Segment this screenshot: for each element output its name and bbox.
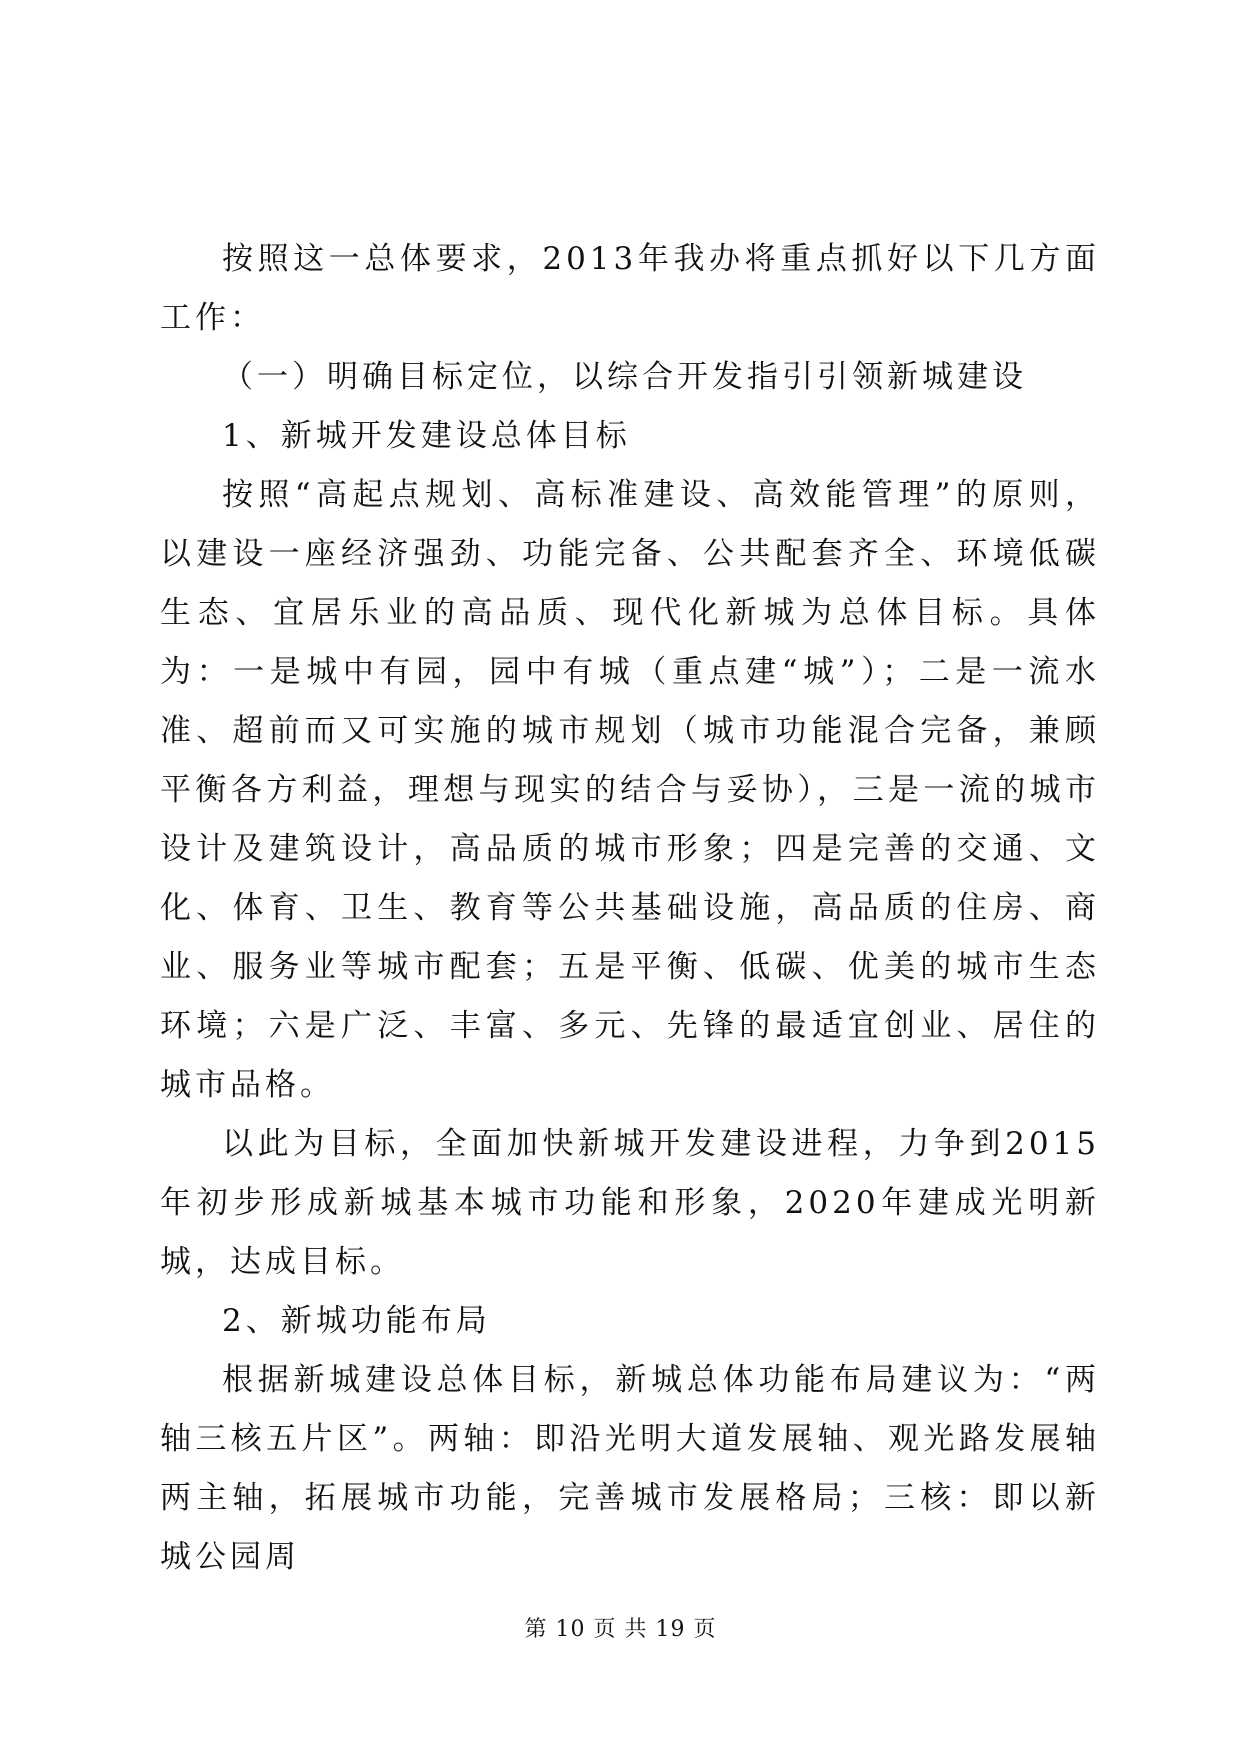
subheading-overall-goal: 1、新城开发建设总体目标 bbox=[222, 418, 631, 454]
paragraph-goal-details: 按照“高起点规划、高标准建设、高效能管理”的原则，以建设一座经济强劲、功能完备、公共配套齐全、环境低碳生态、宜居乐业的高品质、现代化新城为总体目标。具体为：一是城中有园，园中有城（重点建“城”）；二是一流水准、超前而又可实施的城市规划（城市功能混合完备，兼顾平衡各方利益，理想与现实的结合与妥协），三是一流的城市设计及建筑设计，高品质的城市形象；四是完善的交通、文化、体育、卫生、教育等公共基础设施，高品质的住房、商业、服务业等城市配套；五是平衡、低碳、优美的城市生态环境；六是广泛、丰富、多元、先锋的最适宜创业、居住的城市品格。 bbox=[160, 477, 1100, 1103]
paragraph-timeline: 以此为目标，全面加快新城开发建设进程，力争到2015年初步形成新城基本城市功能和形象，2020年建成光明新城，达成目标。 bbox=[160, 1126, 1100, 1280]
section-heading-1: （一）明确目标定位，以综合开发指引引领新城建设 bbox=[222, 359, 1027, 395]
subheading-functional-layout: 2、新城功能布局 bbox=[222, 1303, 491, 1339]
document-body bbox=[160, 230, 1100, 1587]
paragraph-layout-details: 根据新城建设总体目标，新城总体功能布局建议为：“两轴三核五片区”。两轴：即沿光明大道发展轴、观光路发展轴两主轴，拓展城市功能，完善城市发展格局；三核：即以新城公园周 bbox=[160, 1362, 1100, 1575]
page-footer: 第 10 页 共 19 页 bbox=[524, 1617, 717, 1642]
paragraph-intro: 按照这一总体要求，2013年我办将重点抓好以下几方面工作： bbox=[160, 241, 1100, 336]
